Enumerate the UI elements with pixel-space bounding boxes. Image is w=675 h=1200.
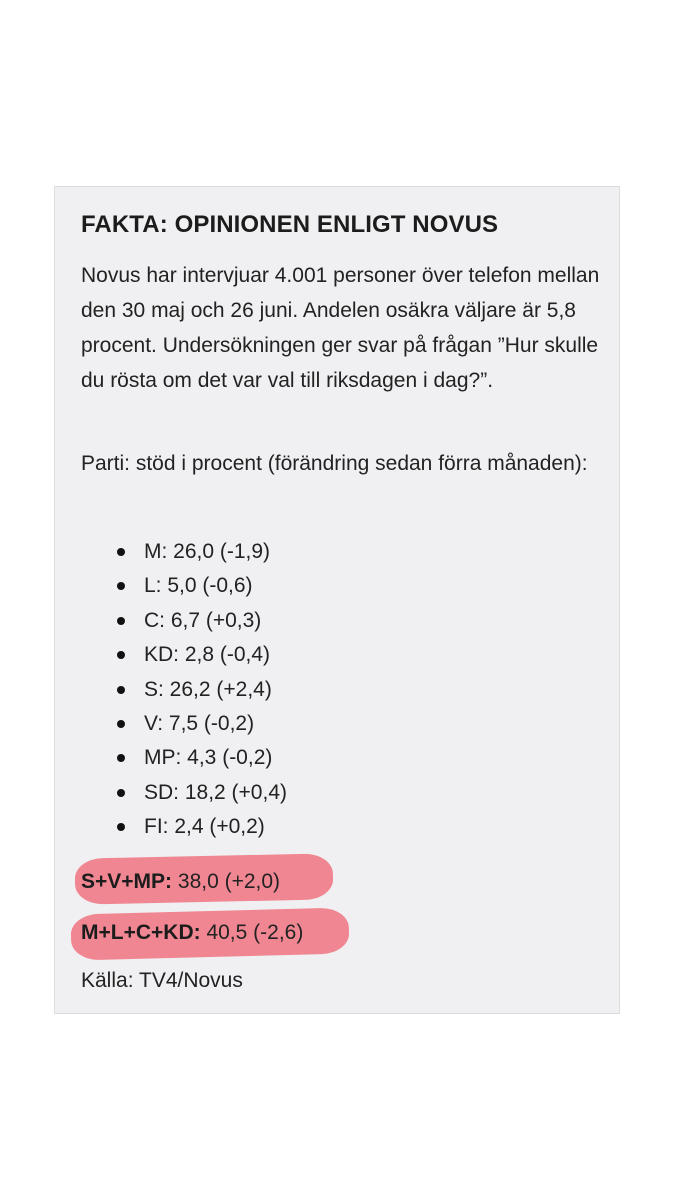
legend-text: Parti: stöd i procent (förändring sedan förra månaden): [81, 452, 588, 475]
party-result: FI: 2,4 (+0,2) [144, 815, 265, 839]
party-result: M: 26,0 (-1,9) [144, 540, 271, 563]
bullet-icon [117, 720, 125, 728]
bullet-icon [117, 651, 125, 659]
source-credit: Källa: TV4/Novus [81, 969, 243, 992]
fact-box-title: FAKTA: OPINIONEN ENLIGT NOVUS [81, 211, 499, 238]
bullet-icon [117, 754, 125, 762]
bloc-result-right [81, 921, 303, 945]
bullet-icon [117, 582, 125, 590]
party-result: S: 26,2 (+2,4) [144, 677, 272, 701]
bullet-icon [117, 789, 125, 797]
fact-box [54, 186, 620, 1014]
bullet-icon [117, 686, 125, 694]
bloc-value: 38,0 (+2,0) [177, 870, 281, 893]
party-result: V: 7,5 (-0,2) [144, 711, 255, 735]
bullet-icon [117, 823, 125, 831]
bloc-value: 40,5 (-2,6) [206, 921, 304, 944]
bloc-label: S+V+MP: [81, 870, 173, 893]
bullet-icon [117, 548, 125, 556]
bloc-result-left [81, 870, 280, 894]
party-result: L: 5,0 (-0,6) [144, 574, 253, 598]
intro-paragraph: Novus har intervjuar 4.001 personer över telefon mellan den 30 maj och 26 juni. Andelen osäkra väljare är 5,8 procent. Undersökningen ger svar på frågan ”Hur skulle du rösta om det var val till riksdagen i dag?”. [81, 264, 600, 392]
party-result: C: 6,7 (+0,3) [144, 608, 262, 632]
bloc-label: M+L+C+KD: [81, 921, 201, 944]
party-result: MP: 4,3 (-0,2) [144, 746, 273, 770]
bullet-icon [117, 617, 125, 625]
party-result: KD: 2,8 (-0,4) [144, 643, 271, 667]
party-result: SD: 18,2 (+0,4) [144, 780, 287, 804]
